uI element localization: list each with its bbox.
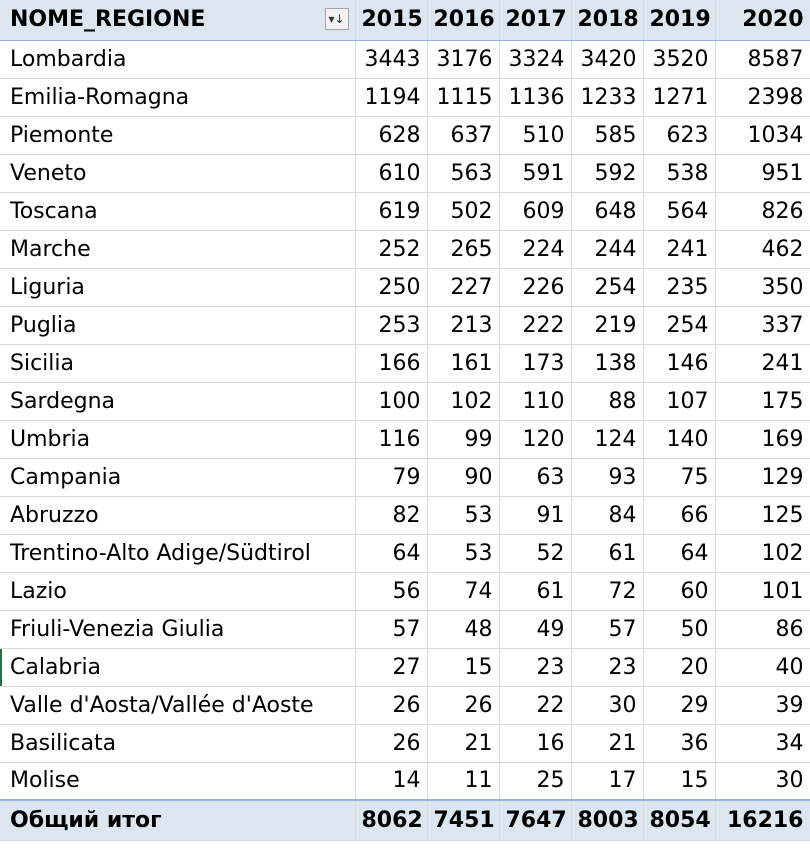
value-cell[interactable]: 510 bbox=[499, 116, 571, 154]
value-cell[interactable]: 254 bbox=[643, 306, 715, 344]
table-row bbox=[0, 268, 810, 306]
value-cell[interactable]: 26 bbox=[355, 724, 427, 762]
value-cell[interactable]: 57 bbox=[355, 610, 427, 648]
region-name-cell[interactable]: Veneto bbox=[0, 154, 355, 192]
grand-total-cell[interactable]: 8003 bbox=[571, 800, 643, 840]
value-cell[interactable]: 16 bbox=[499, 724, 571, 762]
value-cell[interactable]: 61 bbox=[499, 572, 571, 610]
table-row bbox=[0, 686, 810, 724]
region-name-cell[interactable]: Trentino-Alto Adige/Südtirol bbox=[0, 534, 355, 572]
value-cell[interactable]: 36 bbox=[643, 724, 715, 762]
value-cell[interactable]: 564 bbox=[643, 192, 715, 230]
table-row bbox=[0, 344, 810, 382]
value-cell[interactable]: 241 bbox=[643, 230, 715, 268]
value-cell[interactable]: 21 bbox=[427, 724, 499, 762]
value-cell[interactable]: 619 bbox=[355, 192, 427, 230]
value-cell[interactable]: 120 bbox=[499, 420, 571, 458]
value-cell[interactable]: 25 bbox=[499, 762, 571, 800]
region-name-cell[interactable]: Lazio bbox=[0, 572, 355, 610]
value-cell[interactable]: 102 bbox=[427, 382, 499, 420]
region-name-cell[interactable]: Marche bbox=[0, 230, 355, 268]
value-cell[interactable]: 102 bbox=[715, 534, 810, 572]
value-cell[interactable]: 48 bbox=[427, 610, 499, 648]
value-cell[interactable]: 63 bbox=[499, 458, 571, 496]
value-cell[interactable]: 462 bbox=[715, 230, 810, 268]
grand-total-cell[interactable]: 16216 bbox=[715, 800, 810, 840]
region-name-cell[interactable]: Umbria bbox=[0, 420, 355, 458]
value-cell[interactable]: 224 bbox=[499, 230, 571, 268]
year-header[interactable]: 2020 bbox=[715, 0, 810, 40]
table-row bbox=[0, 648, 810, 686]
table-row bbox=[0, 420, 810, 458]
region-name-cell[interactable]: Emilia-Romagna bbox=[0, 78, 355, 116]
table-row bbox=[0, 762, 810, 800]
table-row bbox=[0, 610, 810, 648]
value-cell[interactable]: 138 bbox=[571, 344, 643, 382]
value-cell[interactable]: 125 bbox=[715, 496, 810, 534]
region-name-cell[interactable]: Friuli-Venezia Giulia bbox=[0, 610, 355, 648]
region-name-cell[interactable]: Campania bbox=[0, 458, 355, 496]
value-cell[interactable]: 15 bbox=[643, 762, 715, 800]
region-name-cell[interactable]: Molise bbox=[0, 762, 355, 800]
value-cell[interactable]: 235 bbox=[643, 268, 715, 306]
value-cell[interactable]: 826 bbox=[715, 192, 810, 230]
value-cell[interactable]: 61 bbox=[571, 534, 643, 572]
table-row bbox=[0, 724, 810, 762]
value-cell[interactable]: 64 bbox=[643, 534, 715, 572]
value-cell[interactable]: 50 bbox=[643, 610, 715, 648]
value-cell[interactable]: 22 bbox=[499, 686, 571, 724]
value-cell[interactable]: 951 bbox=[715, 154, 810, 192]
value-cell[interactable]: 1271 bbox=[643, 78, 715, 116]
value-cell[interactable]: 86 bbox=[715, 610, 810, 648]
region-name-cell[interactable]: Liguria bbox=[0, 268, 355, 306]
table-row bbox=[0, 458, 810, 496]
grand-total-cell[interactable]: 8054 bbox=[643, 800, 715, 840]
value-cell[interactable]: 56 bbox=[355, 572, 427, 610]
value-cell[interactable]: 90 bbox=[427, 458, 499, 496]
value-cell[interactable]: 84 bbox=[571, 496, 643, 534]
table-row bbox=[0, 154, 810, 192]
grand-total-cell[interactable]: 8062 bbox=[355, 800, 427, 840]
year-header[interactable]: 2017 bbox=[499, 0, 571, 40]
value-cell[interactable]: 161 bbox=[427, 344, 499, 382]
header-row bbox=[0, 0, 810, 40]
value-cell[interactable]: 29 bbox=[643, 686, 715, 724]
region-name-cell[interactable]: Basilicata bbox=[0, 724, 355, 762]
table-row bbox=[0, 230, 810, 268]
table-row bbox=[0, 306, 810, 344]
region-name-cell[interactable]: Calabria bbox=[0, 648, 355, 686]
table-row bbox=[0, 496, 810, 534]
year-header[interactable]: 2018 bbox=[571, 0, 643, 40]
value-cell[interactable]: 72 bbox=[571, 572, 643, 610]
value-cell[interactable]: 21 bbox=[571, 724, 643, 762]
value-cell[interactable]: 64 bbox=[355, 534, 427, 572]
value-cell[interactable]: 39 bbox=[715, 686, 810, 724]
table-row bbox=[0, 78, 810, 116]
value-cell[interactable]: 91 bbox=[499, 496, 571, 534]
value-cell[interactable]: 254 bbox=[571, 268, 643, 306]
region-name-cell[interactable]: Valle d'Aosta/Vallée d'Aoste bbox=[0, 686, 355, 724]
value-cell[interactable]: 60 bbox=[643, 572, 715, 610]
value-cell[interactable]: 1233 bbox=[571, 78, 643, 116]
value-cell[interactable]: 538 bbox=[643, 154, 715, 192]
table-row bbox=[0, 116, 810, 154]
value-cell[interactable]: 637 bbox=[427, 116, 499, 154]
year-header[interactable]: 2015 bbox=[355, 0, 427, 40]
region-name-cell[interactable]: Sardegna bbox=[0, 382, 355, 420]
value-cell[interactable]: 648 bbox=[571, 192, 643, 230]
value-cell[interactable]: 623 bbox=[643, 116, 715, 154]
value-cell[interactable]: 2398 bbox=[715, 78, 810, 116]
value-cell[interactable]: 15 bbox=[427, 648, 499, 686]
value-cell[interactable]: 17 bbox=[571, 762, 643, 800]
value-cell[interactable]: 591 bbox=[499, 154, 571, 192]
value-cell[interactable]: 350 bbox=[715, 268, 810, 306]
value-cell[interactable]: 226 bbox=[499, 268, 571, 306]
value-cell[interactable]: 23 bbox=[499, 648, 571, 686]
value-cell[interactable]: 244 bbox=[571, 230, 643, 268]
value-cell[interactable]: 146 bbox=[643, 344, 715, 382]
value-cell[interactable]: 337 bbox=[715, 306, 810, 344]
value-cell[interactable]: 241 bbox=[715, 344, 810, 382]
value-cell[interactable]: 8587 bbox=[715, 40, 810, 78]
value-cell[interactable]: 100 bbox=[355, 382, 427, 420]
sort-descending-filter-icon[interactable]: ▾↓ bbox=[325, 8, 349, 30]
value-cell[interactable]: 250 bbox=[355, 268, 427, 306]
value-cell[interactable]: 222 bbox=[499, 306, 571, 344]
value-cell[interactable]: 11 bbox=[427, 762, 499, 800]
value-cell[interactable]: 592 bbox=[571, 154, 643, 192]
region-name-cell[interactable]: Abruzzo bbox=[0, 496, 355, 534]
value-cell[interactable]: 1194 bbox=[355, 78, 427, 116]
value-cell[interactable]: 140 bbox=[643, 420, 715, 458]
region-name-cell[interactable]: Toscana bbox=[0, 192, 355, 230]
value-cell[interactable]: 169 bbox=[715, 420, 810, 458]
value-cell[interactable]: 82 bbox=[355, 496, 427, 534]
grand-total-cell[interactable]: 7451 bbox=[427, 800, 499, 840]
value-cell[interactable]: 227 bbox=[427, 268, 499, 306]
value-cell[interactable]: 3420 bbox=[571, 40, 643, 78]
value-cell[interactable]: 101 bbox=[715, 572, 810, 610]
table-row bbox=[0, 40, 810, 78]
value-cell[interactable]: 26 bbox=[355, 686, 427, 724]
value-cell[interactable]: 609 bbox=[499, 192, 571, 230]
value-cell[interactable]: 79 bbox=[355, 458, 427, 496]
value-cell[interactable]: 40 bbox=[715, 648, 810, 686]
grand-total-cell[interactable]: 7647 bbox=[499, 800, 571, 840]
region-name-cell[interactable]: Puglia bbox=[0, 306, 355, 344]
row-header-cell[interactable] bbox=[0, 0, 355, 40]
table-body bbox=[0, 40, 810, 800]
grand-total-row bbox=[0, 800, 810, 840]
value-cell[interactable]: 57 bbox=[571, 610, 643, 648]
table-row bbox=[0, 572, 810, 610]
value-cell[interactable]: 1034 bbox=[715, 116, 810, 154]
value-cell[interactable]: 3443 bbox=[355, 40, 427, 78]
region-name-cell[interactable]: Lombardia bbox=[0, 40, 355, 78]
value-cell[interactable]: 610 bbox=[355, 154, 427, 192]
value-cell[interactable]: 253 bbox=[355, 306, 427, 344]
value-cell[interactable]: 26 bbox=[427, 686, 499, 724]
row-header-label: NOME_REGIONE bbox=[10, 7, 206, 33]
table-row bbox=[0, 192, 810, 230]
value-cell[interactable]: 3324 bbox=[499, 40, 571, 78]
value-cell[interactable]: 219 bbox=[571, 306, 643, 344]
value-cell[interactable]: 107 bbox=[643, 382, 715, 420]
value-cell[interactable]: 252 bbox=[355, 230, 427, 268]
value-cell[interactable]: 52 bbox=[499, 534, 571, 572]
value-cell[interactable]: 124 bbox=[571, 420, 643, 458]
value-cell[interactable]: 88 bbox=[571, 382, 643, 420]
value-cell[interactable]: 502 bbox=[427, 192, 499, 230]
value-cell[interactable]: 1136 bbox=[499, 78, 571, 116]
table-row bbox=[0, 534, 810, 572]
value-cell[interactable]: 265 bbox=[427, 230, 499, 268]
grand-total-label[interactable]: Общий итог bbox=[0, 800, 355, 840]
value-cell[interactable]: 74 bbox=[427, 572, 499, 610]
year-header[interactable]: 2019 bbox=[643, 0, 715, 40]
value-cell[interactable]: 20 bbox=[643, 648, 715, 686]
value-cell[interactable]: 30 bbox=[571, 686, 643, 724]
value-cell[interactable]: 66 bbox=[643, 496, 715, 534]
table-row bbox=[0, 382, 810, 420]
value-cell[interactable]: 34 bbox=[715, 724, 810, 762]
value-cell[interactable]: 213 bbox=[427, 306, 499, 344]
value-cell[interactable]: 99 bbox=[427, 420, 499, 458]
value-cell[interactable]: 14 bbox=[355, 762, 427, 800]
value-cell[interactable]: 628 bbox=[355, 116, 427, 154]
value-cell[interactable]: 30 bbox=[715, 762, 810, 800]
value-cell[interactable]: 585 bbox=[571, 116, 643, 154]
value-cell[interactable]: 166 bbox=[355, 344, 427, 382]
value-cell[interactable]: 75 bbox=[643, 458, 715, 496]
value-cell[interactable]: 27 bbox=[355, 648, 427, 686]
value-cell[interactable]: 116 bbox=[355, 420, 427, 458]
value-cell[interactable]: 173 bbox=[499, 344, 571, 382]
value-cell[interactable]: 110 bbox=[499, 382, 571, 420]
year-header[interactable]: 2016 bbox=[427, 0, 499, 40]
region-name-cell[interactable]: Sicilia bbox=[0, 344, 355, 382]
value-cell[interactable]: 53 bbox=[427, 534, 499, 572]
value-cell[interactable]: 3176 bbox=[427, 40, 499, 78]
value-cell[interactable]: 53 bbox=[427, 496, 499, 534]
value-cell[interactable]: 93 bbox=[571, 458, 643, 496]
value-cell[interactable]: 563 bbox=[427, 154, 499, 192]
region-name-cell[interactable]: Piemonte bbox=[0, 116, 355, 154]
value-cell[interactable]: 23 bbox=[571, 648, 643, 686]
value-cell[interactable]: 129 bbox=[715, 458, 810, 496]
value-cell[interactable]: 175 bbox=[715, 382, 810, 420]
value-cell[interactable]: 3520 bbox=[643, 40, 715, 78]
value-cell[interactable]: 49 bbox=[499, 610, 571, 648]
value-cell[interactable]: 1115 bbox=[427, 78, 499, 116]
